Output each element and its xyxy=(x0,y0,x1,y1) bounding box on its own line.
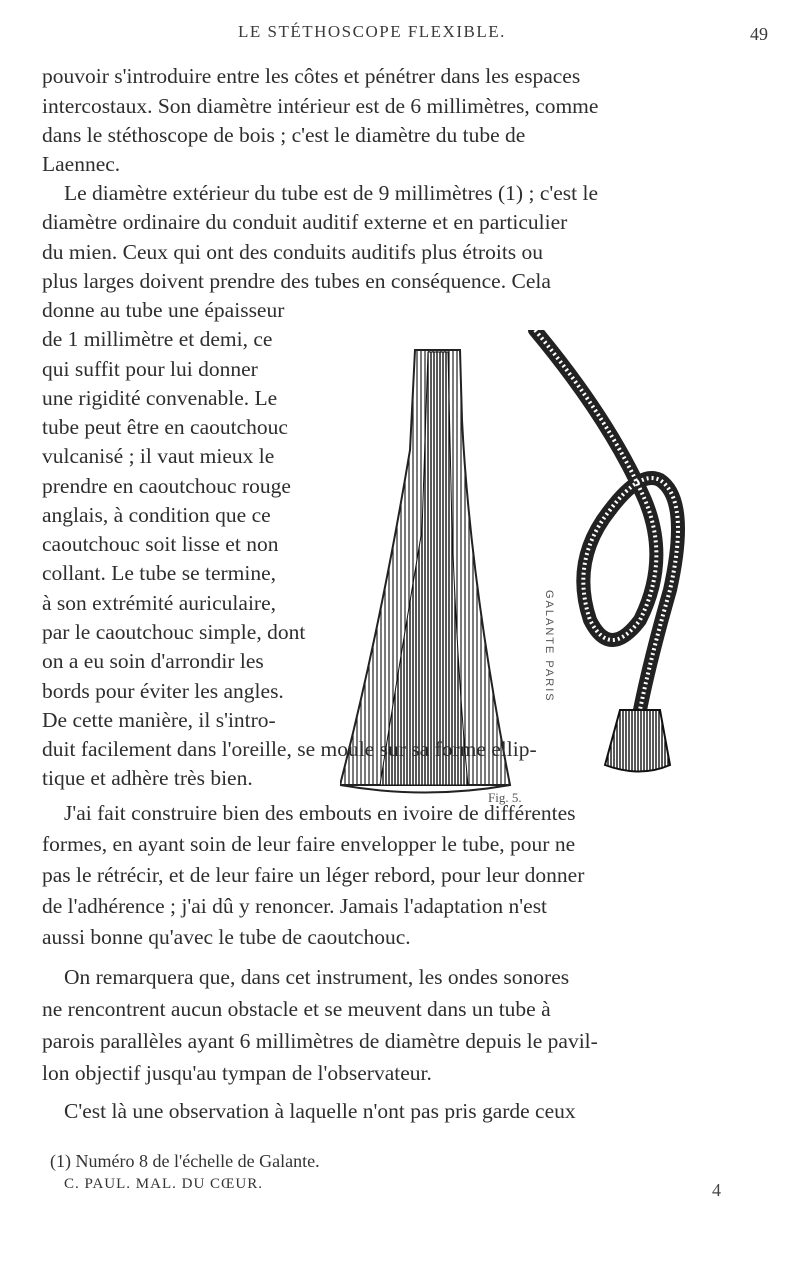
text-line: C'est là une observation à laquelle n'ont pas pris garde ceux xyxy=(64,1099,576,1123)
stethoscope-figure xyxy=(340,330,720,800)
stethoscope-illustration xyxy=(340,330,720,800)
maker-mark: GALANTE PARIS xyxy=(543,590,555,703)
text-line: formes, en ayant soin de leur faire envelopper le tube, pour ne xyxy=(42,832,576,856)
text-line: on a eu soin d'arrondir les xyxy=(42,649,264,673)
text-line: duit facilement dans l'oreille, se moule sur sa forme ellip- xyxy=(42,737,537,761)
text-line: à son extrémité auriculaire, xyxy=(42,591,277,615)
text-line: collant. Le tube se termine, xyxy=(42,561,277,585)
text-line: De cette manière, il s'intro- xyxy=(42,708,276,732)
chestpiece-bell xyxy=(340,350,510,793)
text-line: pas le rétrécir, et de leur faire un léger rebord, pour leur donner xyxy=(42,863,585,887)
text-line: tique et adhère très bien. xyxy=(42,766,253,790)
text-line: bords pour éviter les angles. xyxy=(42,679,284,703)
text-line: par le caoutchouc simple, dont xyxy=(42,620,306,644)
text-line: de l'adhérence ; j'ai dû y renoncer. Jamais l'adaptation n'est xyxy=(42,894,548,918)
text-line: qui suffit pour lui donner xyxy=(42,357,258,381)
running-title: LE STÉTHOSCOPE FLEXIBLE. xyxy=(238,22,506,41)
text-line: tube peut être en caoutchouc xyxy=(42,415,288,439)
text-line: vulcanisé ; il vaut mieux le xyxy=(42,444,275,468)
text-line: Laennec. xyxy=(42,152,121,176)
page-header xyxy=(0,22,800,52)
text-line: diamètre ordinaire du conduit auditif externe et en particulier xyxy=(42,210,568,234)
text-line: anglais, à condition que ce xyxy=(42,503,271,527)
text-line: du mien. Ceux qui ont des conduits auditifs plus étroits ou xyxy=(42,240,544,264)
text-line: On remarquera que, dans cet instrument, les ondes sonores xyxy=(64,965,570,989)
footnote: (1) Numéro 8 de l'échelle de Galante. xyxy=(50,1151,320,1171)
text-line: lon objectif jusqu'au tympan de l'observateur. xyxy=(42,1061,432,1085)
flexible-tube-loop xyxy=(535,330,678,772)
page-number: 49 xyxy=(750,24,768,44)
text-line: de 1 millimètre et demi, ce xyxy=(42,327,273,351)
text-line: une rigidité convenable. Le xyxy=(42,386,278,410)
figure-caption: Fig. 5. xyxy=(488,790,522,805)
signature-number: 4 xyxy=(712,1180,721,1200)
text-line: prendre en caoutchouc rouge xyxy=(42,474,291,498)
text-line: caoutchouc soit lisse et non xyxy=(42,532,279,556)
text-line: aussi bonne qu'avec le tube de caoutchouc. xyxy=(42,925,411,949)
text-line: dans le stéthoscope de bois ; c'est le diamètre du tube de xyxy=(42,123,526,147)
text-line: parois parallèles ayant 6 millimètres de diamètre depuis le pavil- xyxy=(42,1029,598,1053)
text-line: ne rencontrent aucun obstacle et se meuvent dans un tube à xyxy=(42,997,551,1021)
text-line: intercostaux. Son diamètre intérieur est de 6 millimètres, comme xyxy=(42,94,599,118)
printer-signature: C. PAUL. MAL. DU CŒUR. xyxy=(64,1176,263,1192)
text-line: pouvoir s'introduire entre les côtes et pénétrer dans les espaces xyxy=(42,64,581,88)
text-line: Le diamètre extérieur du tube est de 9 millimètres (1) ; c'est le xyxy=(64,181,599,205)
text-line: J'ai fait construire bien des embouts en ivoire de différentes xyxy=(64,801,576,825)
text-line: donne au tube une épaisseur xyxy=(42,298,285,322)
text-line: plus larges doivent prendre des tubes en conséquence. Cela xyxy=(42,269,551,293)
